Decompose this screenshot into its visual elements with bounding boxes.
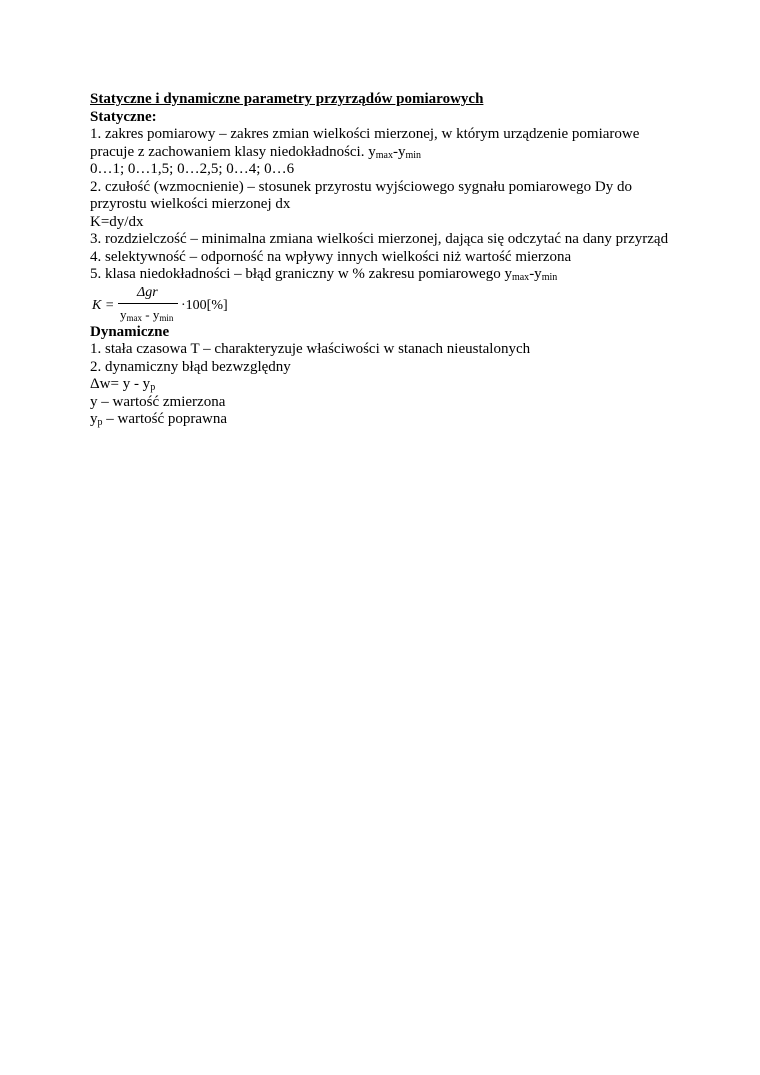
yp-definition: $y_p$ – wartość poprawna — [90, 411, 228, 428]
y-definition: y – wartość zmierzona — [90, 393, 226, 410]
formula-rhs: ·100[%] — [181, 297, 228, 313]
k-formula-line: K=dy/dx — [90, 213, 144, 230]
document-title: Statyczne i dynamiczne parametry przyrządów pomiarowych — [90, 91, 484, 107]
static-item-5 — [90, 266, 670, 284]
dynamic-item-1: 1. stała czasowa T – charakteryzuje właściwości w stanach nieustalonych — [90, 341, 531, 357]
item1-ymax: $y_{max}-y_{min}$ — [368, 143, 422, 161]
formula-lhs: K = — [92, 297, 115, 313]
static-item-4: 4. selektywność – odporność na wpływy innych wielkości niż wartość mierzona — [90, 248, 572, 265]
class-formula — [90, 286, 670, 324]
formula-numerator: Δgr — [137, 284, 158, 300]
dw-formula-line: $\Delta w= y - y_p$ — [90, 376, 156, 393]
fraction-bar — [118, 303, 178, 304]
formula-denominator: $y_{max} - y_{min}$ — [120, 306, 174, 323]
dynamic-heading: Dynamiczne — [90, 323, 170, 340]
static-item-3: 3. rozdzielczość – minimalna zmiana wielkości mierzonej, dająca się odczytać na dany przyrząd — [90, 231, 669, 247]
item1-text: 1. zakres pomiarowy – zakres zmian wielkości mierzonej, w którym urządzenie pomiarowe pracuje z zachowaniem klasy niedokładności. — [90, 126, 640, 160]
static-item-1 — [90, 126, 670, 161]
item5-text: 5. klasa niedokładności – błąd graniczny w % zakresu pomiarowego — [90, 266, 505, 282]
item5-range: $y_{max}-y_{min}$ — [504, 266, 558, 283]
document-body — [90, 91, 670, 429]
dynamic-item-2: 2. dynamiczny błąd bezwzględny — [90, 358, 291, 375]
static-item-2: 2. czułość (wzmocnienie) – stosunek przyrostu wyjściowego sygnału pomiarowego Dy do przyrostu wielkości mierzonej dx — [90, 178, 632, 212]
static-heading: Statyczne: — [90, 108, 157, 125]
ranges-line: 0…1; 0…1,5; 0…2,5; 0…4; 0…6 — [90, 161, 295, 177]
